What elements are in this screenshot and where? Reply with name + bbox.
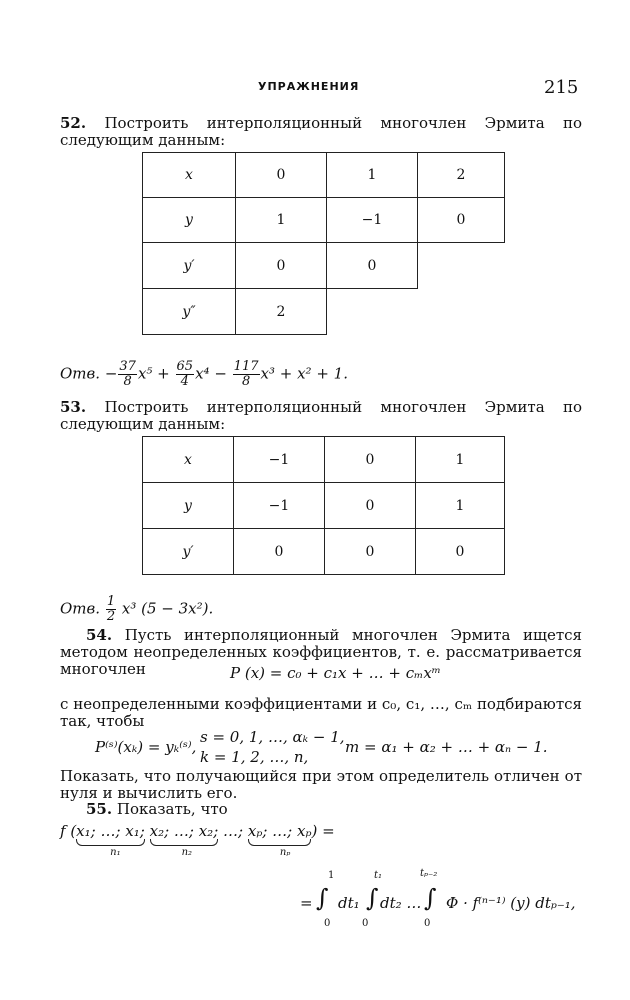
condition-k: k = 1, 2, …, n, [200,748,309,766]
page-number: 215 [544,77,579,98]
table-cell: −1 [234,437,325,483]
formula-text: x⁴ − [195,364,227,383]
conditions-formula [95,728,565,768]
formula-text: ) = [311,822,335,840]
numerator: 1 [106,594,116,609]
empty-cell [418,243,505,289]
row-label: x [143,153,236,198]
problem-statement: Пусть интерполяционный многочлен Эрмита ищется методом неопределенных коэффициентов, т. е. рассматривается многочлен [60,626,582,678]
formula-text: x³ + x² + 1. [260,364,348,383]
hermite-table-52 [142,152,505,335]
table-cell: 1 [327,153,418,198]
brace-label: n₁ [110,847,121,858]
denominator: 8 [123,374,132,389]
integral-rhs [300,868,590,938]
formula-text: x⁵ + [137,364,170,383]
numerator: 117 [233,359,259,374]
fraction [106,595,116,624]
denominator: 4 [180,374,189,389]
denominator: 8 [241,374,251,389]
table-cell: 1 [416,483,505,529]
group-args: x₂; …; x₂; [149,822,219,840]
row-label: y′ [143,529,234,575]
table-cell: −1 [327,198,418,243]
brace-label: nₚ [279,847,291,858]
polynomial-formula: P (x) = c₀ + c₁x + … + cₘxᵐ [230,664,441,682]
table-cell: 0 [236,243,327,289]
divided-difference-lhs [60,822,390,862]
numerator: 65 [176,359,194,374]
differential: dt₂ … [380,894,422,912]
upper-limit: 1 [328,870,335,881]
table-cell: 1 [236,198,327,243]
table-cell: −1 [234,483,325,529]
integral-sign: ∫ [366,884,379,912]
table-cell: 0 [418,198,505,243]
problem-statement: Построить интерполяционный многочлен Эрмита по следующим данным: [60,398,582,433]
empty-cell [418,289,505,335]
lower-limit: 0 [324,918,331,929]
page-header [0,78,630,100]
equals-sign: = [300,894,313,912]
table-cell: 0 [325,437,416,483]
lower-limit: 0 [424,918,431,929]
formula-text: f ( [60,822,77,840]
problem-number: 54. [86,626,113,644]
table-cell: 0 [325,529,416,575]
degree-formula: m = α₁ + α₂ + … + αₙ − 1. [345,738,548,756]
row-label: y′ [143,243,236,289]
denominator: 2 [106,609,116,624]
problem-54-text-3: Показать, что получающийся при этом определитель отличен от нуля и вычислить его. [60,767,582,802]
underbrace [248,839,312,846]
condition-s: s = 0, 1, …, αₖ − 1, [200,728,345,746]
row-label: y [143,198,236,243]
row-label: x [143,437,234,483]
underbrace [150,839,219,846]
integral-sign: ∫ [316,884,329,912]
differential: dt₁ [338,894,360,912]
problem-55-text [86,800,228,818]
problem-54-text-2: с неопределенными коэффициентами и c₀, c₁, …, cₘ подбираются так, чтобы [60,695,582,730]
numerator: 37 [119,359,136,374]
formula-text: …; [223,822,244,840]
answer-label: Отв. [60,599,101,618]
group-1 [76,822,145,858]
group-args: xₚ; …; xₚ [247,822,312,840]
table-cell: 0 [234,529,325,575]
group-args: x₁; …; x₁; [76,822,145,840]
lower-limit: 0 [362,918,369,929]
integral-sign: ∫ [424,884,437,912]
row-label: y [143,483,234,529]
problem-52-text [60,115,582,149]
table-cell: 0 [236,153,327,198]
problem-number: 53. [60,398,87,416]
group-2 [149,822,219,858]
fraction [176,360,195,389]
table-cell: 2 [236,289,327,335]
formula-text: x³ (5 − 3x²). [121,599,214,618]
problem-number: 52. [60,114,87,132]
problem-53-text [60,399,582,433]
group-3 [247,822,312,858]
answer-53 [60,595,213,624]
answer-52 [60,360,348,389]
fraction [118,360,137,389]
formula-text: − [104,364,118,383]
underbrace [76,839,145,846]
problem-statement: Показать, что [116,800,228,818]
brace-label: n₂ [181,847,193,858]
hermite-table-53 [142,436,505,575]
running-title: УПРАЖНЕНИЯ [258,80,360,93]
table-cell: 1 [416,437,505,483]
problem-number: 55. [86,800,113,818]
upper-limit: tₚ₋₂ [420,868,438,879]
derivative-condition: P⁽ˢ⁾(xₖ) = yₖ⁽ˢ⁾, [95,738,197,756]
row-label: y″ [143,289,236,335]
empty-cell [327,289,418,335]
table-cell: 0 [327,243,418,289]
upper-limit: t₁ [374,870,383,881]
table-cell: 0 [416,529,505,575]
answer-label: Отв. [60,364,101,383]
table-cell: 0 [325,483,416,529]
problem-statement: Построить интерполяционный многочлен Эрмита по следующим данным: [60,114,582,149]
fraction [233,360,260,389]
integrand: Φ · f⁽ⁿ⁻¹⁾ (y) dtₚ₋₁, [446,894,576,912]
table-cell: 2 [418,153,505,198]
